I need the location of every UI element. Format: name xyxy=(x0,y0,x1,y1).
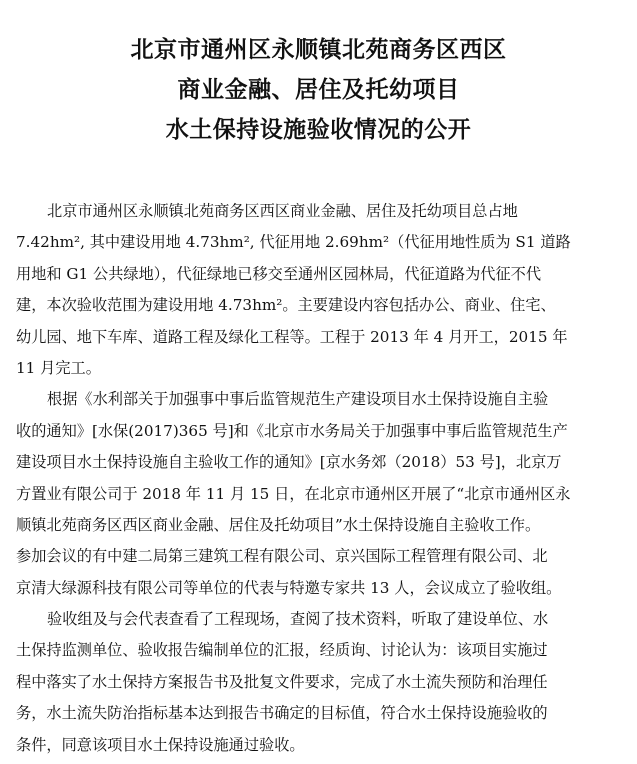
paragraph-line: 收的通知》[水保(2017)365 号]和《北京市水务局关于加强事中事后监管规范生产 xyxy=(16,421,568,440)
paragraph-line: 根据《水利部关于加强事中事后监管规范生产建设项目水土保持设施自主验 xyxy=(47,390,549,409)
paragraph-line: 条件，同意该项目水土保持设施通过验收。 xyxy=(16,735,305,754)
paragraph-project-overview xyxy=(16,196,586,384)
paragraph-line: 7.42hm², 其中建设用地 4.73hm², 代征用地 2.69hm²（代征用地性质为 S1 道路 xyxy=(16,233,571,252)
paragraph-line: 幼儿园、地下车库、道路工程及绿化工程等。工程于 2013 年 4 月开工，2015 年 xyxy=(16,327,568,346)
paragraph-line: 土保持监测单位、验收报告编制单位的汇报，经质询、讨论认为：该项目实施过 xyxy=(16,641,548,660)
paragraph-acceptance-conclusion xyxy=(16,604,586,761)
paragraph-line: 11 月完工。 xyxy=(16,358,101,377)
paragraph-line: 务，水土流失防治指标基本达到报告书确定的目标值，符合水土保持设施验收的 xyxy=(16,704,548,723)
title-line-3: 水土保持设施验收情况的公开 xyxy=(165,117,472,143)
paragraph-line: 用地和 G1 公共绿地），代征绿地已移交至通州区园林局，代征道路为代征不代 xyxy=(16,264,542,283)
paragraph-line: 建，本次验收范围为建设用地 4.73hm²。主要建设内容包括办公、商业、住宅、 xyxy=(16,296,556,315)
paragraph-line: 北京市通州区永顺镇北苑商务区西区商业金融、居住及托幼项目总占地 xyxy=(47,202,518,220)
paragraph-line: 顺镇北苑商务区西区商业金融、居住及托幼项目”水土保持设施自主验收工作。 xyxy=(16,515,541,534)
paragraph-acceptance-basis xyxy=(16,384,586,604)
paragraph-line: 验收组及与会代表查看了工程现场，查阅了技术资料，听取了建设单位、水 xyxy=(47,610,549,629)
paragraph-line: 程中落实了水土保持方案报告书及批复文件要求，完成了水土流失预防和治理任 xyxy=(16,672,548,691)
document-body xyxy=(16,196,586,761)
paragraph-line: 方置业有限公司于 2018 年 11 月 15 日，在北京市通州区开展了“北京市通州区永 xyxy=(16,484,571,503)
paragraph-line: 建设项目水土保持设施自主验收工作的通知》[京水务郊（2018）53 号]，北京万 xyxy=(16,453,562,472)
paragraph-line: 参加会议的有中建二局第三建筑工程有限公司、京兴国际工程管理有限公司、北 xyxy=(16,547,548,566)
document-title xyxy=(0,30,637,150)
paragraph-line: 京清大绿源科技有限公司等单位的代表与特邀专家共 13 人，会议成立了验收组。 xyxy=(16,578,562,597)
title-line-2: 商业金融、居住及托幼项目 xyxy=(177,77,460,103)
title-line-1: 北京市通州区永顺镇北苑商务区西区 xyxy=(130,37,507,63)
